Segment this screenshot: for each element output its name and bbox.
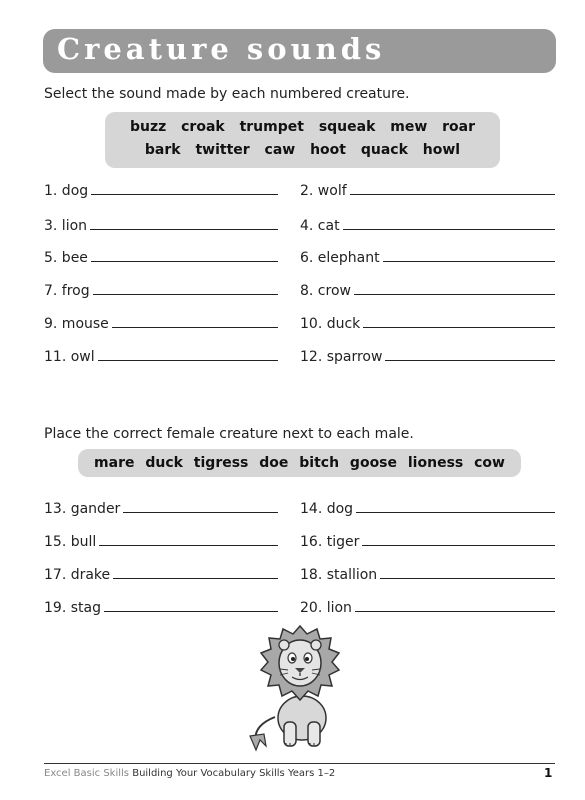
item-label: 17. drake (44, 567, 111, 583)
footer-brand: Excel Basic Skills (44, 768, 130, 779)
answer-item[interactable] (300, 534, 555, 550)
answer-item[interactable] (44, 534, 278, 550)
answer-line[interactable] (91, 193, 278, 195)
answer-item[interactable] (44, 501, 278, 517)
answer-item[interactable] (300, 183, 555, 199)
answer-item[interactable] (44, 283, 278, 299)
answer-item[interactable] (44, 218, 278, 234)
answer-item[interactable] (300, 501, 555, 517)
answer-line[interactable] (350, 193, 555, 195)
item-label: 15. bull (44, 534, 97, 550)
answer-item[interactable] (44, 316, 278, 332)
item-label: 12. sparrow (300, 349, 383, 365)
page-title: Creature sounds (57, 32, 386, 66)
lion-icon (240, 622, 360, 754)
answer-line[interactable] (362, 544, 555, 546)
item-label: 5. bee (44, 250, 88, 266)
answer-line[interactable] (383, 260, 555, 262)
footer-divider (44, 763, 555, 764)
item-label: 2. wolf (300, 183, 347, 199)
instruction-female: Place the correct female creature next to each male. (44, 426, 414, 442)
answer-line[interactable] (104, 610, 278, 612)
answer-line[interactable] (363, 326, 555, 328)
item-label: 14. dog (300, 501, 354, 517)
answer-line[interactable] (380, 577, 555, 579)
answer-line[interactable] (354, 293, 555, 295)
answer-item[interactable] (300, 567, 555, 583)
answer-line[interactable] (112, 326, 278, 328)
instruction-sounds: Select the sound made by each numbered creature. (44, 86, 410, 102)
answer-item[interactable] (300, 600, 555, 616)
page-number: 1 (544, 766, 553, 780)
female-word-row: mare duck tigress doe bitch goose lioness cow (94, 455, 505, 471)
answer-line[interactable] (356, 511, 555, 513)
item-label: 16. tiger (300, 534, 360, 550)
sound-word-row-2: bark twitter caw hoot quack howl (144, 142, 461, 158)
item-label: 19. stag (44, 600, 101, 616)
item-label: 4. cat (300, 218, 340, 234)
answer-item[interactable] (44, 183, 278, 199)
item-label: 11. owl (44, 349, 95, 365)
sound-word-box (105, 112, 500, 168)
answer-item[interactable] (300, 316, 555, 332)
answer-line[interactable] (99, 544, 278, 546)
item-label: 20. lion (300, 600, 352, 616)
item-label: 13. gander (44, 501, 121, 517)
title-bar (43, 29, 556, 73)
item-label: 18. stallion (300, 567, 378, 583)
footer-credit (44, 768, 335, 779)
answer-item[interactable] (44, 250, 278, 266)
answer-line[interactable] (113, 577, 278, 579)
answer-line[interactable] (90, 228, 278, 230)
answer-item[interactable] (44, 567, 278, 583)
answer-line[interactable] (385, 359, 555, 361)
female-word-box (78, 449, 521, 477)
answer-line[interactable] (355, 610, 555, 612)
item-label: 1. dog (44, 183, 89, 199)
answer-item[interactable] (44, 600, 278, 616)
answer-line[interactable] (343, 228, 555, 230)
item-label: 8. crow (300, 283, 351, 299)
answer-line[interactable] (123, 511, 278, 513)
item-label: 7. frog (44, 283, 90, 299)
footer-book-title: Building Your Vocabulary Skills Years 1–2 (132, 768, 336, 779)
answer-line[interactable] (93, 293, 278, 295)
answer-item[interactable] (300, 218, 555, 234)
answer-item[interactable] (300, 250, 555, 266)
item-label: 9. mouse (44, 316, 109, 332)
item-label: 3. lion (44, 218, 88, 234)
sound-word-row-1: buzz croak trumpet squeak mew roar (129, 119, 476, 135)
answer-item[interactable] (300, 349, 555, 365)
item-label: 6. elephant (300, 250, 380, 266)
answer-line[interactable] (91, 260, 278, 262)
answer-line[interactable] (98, 359, 278, 361)
answer-item[interactable] (44, 349, 278, 365)
answer-item[interactable] (300, 283, 555, 299)
item-label: 10. duck (300, 316, 361, 332)
